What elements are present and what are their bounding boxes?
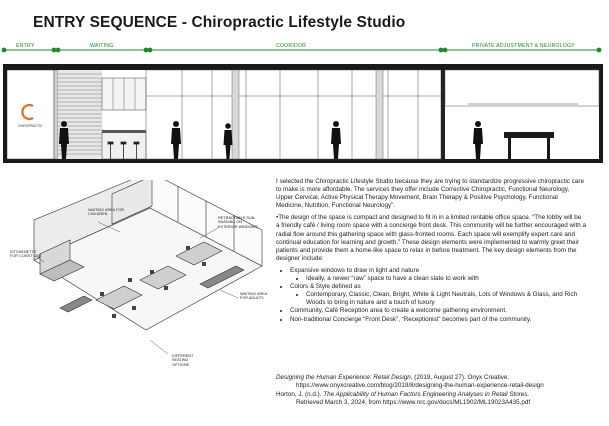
zone-marker [56, 48, 61, 53]
zone-label-entry: ENTRY [16, 43, 35, 49]
list-item: • Ideally, a newer “raw” space to have a clean slate to work with [306, 275, 586, 283]
reference-1: Designing the Human Experience: Retail Design. (2019, August 27). Onyx Creative. [276, 374, 510, 381]
zone-label-waiting: WAITING [90, 43, 114, 49]
page-title: ENTRY SEQUENCE - Chiropractic Lifestyle Studio [33, 14, 406, 31]
callout-children: WAITING AREA FOR CHILDREN [88, 208, 125, 217]
list-item: • Community, Café Reception area to create a welcome gathering environment. [290, 307, 586, 315]
logo-text: CHIROPRACTIC [17, 124, 43, 128]
callout-adults: WAITING AREA FOR ADULTS [240, 292, 268, 301]
reference-1-url[interactable]: https://www.onyxcreative.com/blog/2019/8/designing-the-human-experience-retail-design [296, 382, 544, 390]
zone-marker [148, 48, 153, 53]
zone-label-private: PRIVATE ADJUSTMENT & NEUROLOGY [472, 43, 575, 49]
reference-2-url[interactable]: Retrieved March 3, 2024, from https://www.nrc.gov/docs/ML1902/ML19023A435.pdf [296, 399, 531, 407]
list-item: • Expansive windows to draw in light and nature • Ideally, a newer “raw” space to have a clean slate to work with [290, 267, 586, 283]
description-text [276, 178, 586, 324]
zone-marker [443, 48, 448, 53]
building-section-drawing [0, 58, 609, 170]
list-item: • Contemporary, Classic, Clean, Bright, White & Light Neutrals, Lots of Windows & Glass, and Rich Woods to bring in nature and a touch of luxury [306, 291, 586, 307]
design-elements-list [276, 267, 586, 324]
paragraph-design: •The design of the space is compact and designed to fit in in a limited rentable office space. “The lobby will be a friendly café / living room space with a concierge front desk. This community will be further encouraged with a radial flow around this gathering space with glass-fronted rooms. Each space will exemplify expert care and continual education for learning and growth.” These design elements were implemented to warmly greet their patients and provide them a home-like space to relax in before treatment. The key design elements from the designer include: [276, 214, 586, 262]
list-item: • Colors & Style defined as • Contemporary, Classic, Clean, Bright, White & Light Neutrals, Lots of Windows & Glass, and Rich Woods to bring in nature and a touch of luxury [290, 283, 586, 307]
zone-label-corridor: COORIDOR [276, 43, 307, 49]
reference-2: Horton, J. (n.d.). The Applicability of Human Factors Engineering Analyses in Retail Stores. [276, 390, 530, 398]
references [276, 374, 596, 408]
zone-marker [597, 48, 602, 53]
axonometric-drawing [0, 180, 278, 380]
callout-sun-shading: RETRACTABLE SUN-SHADING ON EXTERIOR WINDOWS [218, 216, 258, 229]
zone-marker [2, 48, 7, 53]
callout-seating: DIFFERENT SEATING OPTIONS [172, 354, 194, 367]
paragraph-intro: I selected the Chiropractic Lifestyle Studio because they are trying to standardize progressive chiropractic care to make is more affordable. The services they offer include Corrective Chiropractic, Functional Neurology, Upper Cervical, Active Physical Therapy Movement, Brain Therapy & Positive Psychology, Functional Medicine, Nutrition, Functional Neurology”. [276, 178, 585, 210]
list-item: • Non-traditional Concierge “Front Desk”, “Receptionist” becomes part of the community. [290, 316, 586, 324]
callout-kitchenette: KITCHENETTE FOR CLIENT USE [10, 250, 42, 259]
